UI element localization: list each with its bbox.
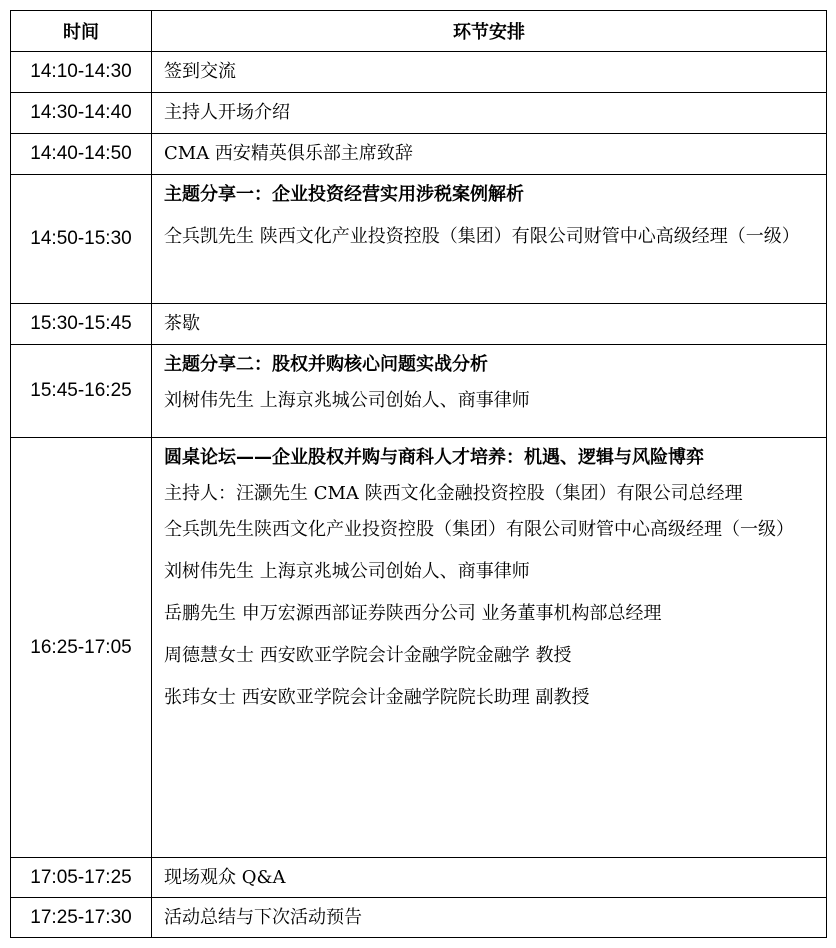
header-time: 时间 xyxy=(11,11,152,52)
row-time: 17:05-17:25 xyxy=(11,858,152,898)
row-time: 14:50-15:30 xyxy=(11,175,152,304)
session-cell xyxy=(152,345,827,438)
speaker-line: 周德慧女士 西安欧亚学院会计金融学院金融学 教授 xyxy=(164,645,572,666)
row-time: 16:25-17:05 xyxy=(11,438,152,858)
row-item: 活动总结与下次活动预告 xyxy=(152,898,827,938)
table-row xyxy=(11,175,827,304)
session-topic: 主题分享二：股权并购核心问题实战分析 xyxy=(164,354,488,375)
table-row xyxy=(11,93,827,134)
table-row xyxy=(11,898,827,938)
table-row xyxy=(11,858,827,898)
table-header-row xyxy=(11,11,827,52)
row-item: 茶歇 xyxy=(152,304,827,345)
row-time: 17:25-17:30 xyxy=(11,898,152,938)
speaker-line: 仝兵凯先生 陕西文化产业投资控股（集团）有限公司财管中心高级经理（一级） xyxy=(164,226,800,247)
row-time: 14:40-14:50 xyxy=(11,134,152,175)
table-row xyxy=(11,438,827,858)
row-item: 签到交流 xyxy=(152,52,827,93)
row-item: 现场观众 Q&A xyxy=(152,858,827,898)
speaker-line: 刘树伟先生 上海京兆城公司创始人、商事律师 xyxy=(164,561,530,582)
table-row xyxy=(11,345,827,438)
session-topic: 主题分享一：企业投资经营实用涉税案例解析 xyxy=(164,184,524,205)
session-cell xyxy=(152,175,827,304)
session-topic: 圆桌论坛——企业股权并购与商科人才培养：机遇、逻辑与风险博弈 xyxy=(164,447,704,468)
speaker-line: 岳鹏先生 申万宏源西部证券陕西分公司 业务董事机构部总经理 xyxy=(164,603,662,624)
header-agenda: 环节安排 xyxy=(152,11,827,52)
session-cell xyxy=(152,438,827,858)
row-time: 14:10-14:30 xyxy=(11,52,152,93)
row-item: 主持人开场介绍 xyxy=(152,93,827,134)
row-time: 15:30-15:45 xyxy=(11,304,152,345)
table-row xyxy=(11,52,827,93)
table-row xyxy=(11,304,827,345)
table-row xyxy=(11,134,827,175)
row-time: 14:30-14:40 xyxy=(11,93,152,134)
speaker-line: 刘树伟先生 上海京兆城公司创始人、商事律师 xyxy=(164,390,530,411)
speaker-line: 张玮女士 西安欧亚学院会计金融学院院长助理 副教授 xyxy=(164,687,590,708)
speaker-line: 仝兵凯先生陕西文化产业投资控股（集团）有限公司财管中心高级经理（一级） xyxy=(164,519,794,540)
row-time: 15:45-16:25 xyxy=(11,345,152,438)
schedule-table xyxy=(10,10,827,938)
row-item: CMA 西安精英俱乐部主席致辞 xyxy=(152,134,827,175)
speaker-line: 主持人：汪灏先生 CMA 陕西文化金融投资控股（集团）有限公司总经理 xyxy=(164,483,743,504)
